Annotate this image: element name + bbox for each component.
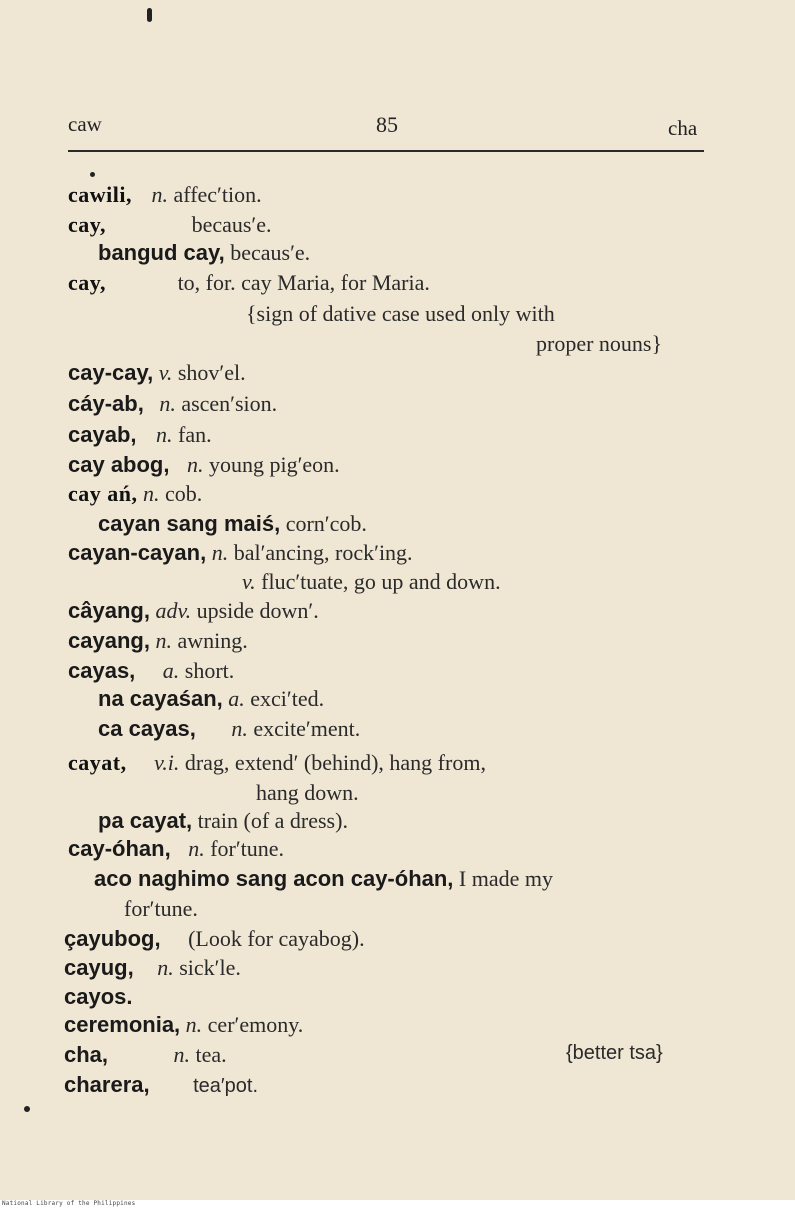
part-of-speech: n. (143, 481, 160, 506)
definition: tea′pot. (193, 1075, 259, 1097)
entry-cayan-cayan (68, 540, 413, 566)
definition: corn′cob. (285, 511, 367, 536)
headword: cayan sang maiś, (98, 511, 281, 536)
part-of-speech: n. (151, 182, 168, 207)
definition: short. (184, 658, 235, 683)
entry-cayat (68, 750, 486, 776)
headword: cay abog, (68, 452, 170, 477)
usage-note-better-tsa: {better tsa} (566, 1042, 663, 1064)
part-of-speech: n. (211, 540, 229, 565)
ink-dot (24, 1106, 30, 1112)
definition: becaus′e. (230, 240, 311, 265)
headword: charera, (64, 1072, 150, 1097)
entry-pa-cayat (98, 808, 348, 834)
part-of-speech: v.i. (154, 750, 180, 775)
headword: cayug, (64, 955, 134, 980)
headword: ca cayas, (98, 716, 196, 741)
entry-cay-ohan (68, 836, 284, 862)
entry-cayan-cayan-verb (242, 569, 501, 595)
definition: train (of a dress). (197, 808, 348, 833)
part-of-speech: adv. (155, 598, 192, 623)
part-of-speech: n. (231, 716, 248, 741)
headword: cay ań, (68, 481, 138, 506)
usage-note-line-1: {sign of dative case used only with (246, 301, 555, 326)
entry-cay-an (68, 481, 202, 507)
entry-cay-cay (68, 360, 246, 386)
entry-bangud-cay (98, 240, 310, 266)
part-of-speech: n. (157, 955, 174, 980)
part-of-speech: a. (162, 658, 180, 683)
entry-example-fortune-cont: for′tune. (124, 896, 198, 921)
headword: cayang, (68, 628, 150, 653)
headword: cayat, (68, 750, 127, 775)
entry-cayab (68, 422, 212, 448)
definition: upside down′. (196, 598, 319, 623)
usage-note-line-2: proper nouns} (536, 331, 663, 356)
example-phrase: aco naghimo sang acon cay-óhan, (94, 866, 454, 891)
part-of-speech: n. (186, 452, 204, 477)
entry-cay-to (68, 270, 430, 296)
definition: bal′ancing, rock′ing. (233, 540, 413, 565)
part-of-speech: n. (173, 1042, 191, 1067)
header-rule (68, 150, 704, 152)
definition: for′tune. (210, 836, 285, 861)
headword: cáy-ab, (68, 391, 144, 416)
entry-ceremonia (64, 1012, 303, 1038)
part-of-speech: n. (159, 391, 176, 416)
definition: tea. (195, 1042, 227, 1067)
definition: shov′el. (177, 360, 246, 385)
entry-ca-cayas (98, 716, 360, 742)
headword: cawili, (68, 182, 132, 207)
definition: excite′ment. (253, 716, 361, 741)
definition: ascen′sion. (181, 391, 278, 416)
definition: drag, extend′ (behind), hang from, (184, 750, 486, 775)
entry-cayan-sang-mais (98, 511, 367, 537)
headword: na cayaśan, (98, 686, 223, 711)
ink-mark (147, 8, 152, 22)
headword: cay, (68, 212, 107, 237)
entry-cay-because (68, 212, 272, 238)
ink-dot (90, 172, 95, 177)
entry-cayang-adv (68, 598, 319, 624)
headword: cayan-cayan, (68, 540, 207, 565)
part-of-speech: n. (155, 628, 172, 653)
definition: exci′ted. (250, 686, 325, 711)
entry-cay-ab (68, 391, 277, 417)
headword: cay-óhan, (68, 836, 171, 861)
part-of-speech: a. (228, 686, 245, 711)
headword: câyang, (68, 598, 150, 623)
entry-cawili (68, 182, 262, 208)
entry-cayos (64, 984, 133, 1010)
entry-cayas (68, 658, 234, 684)
page-number: 85 (376, 112, 398, 137)
entry-cayat-cont: hang down. (256, 780, 359, 805)
cross-reference: (Look for cayabog). (188, 926, 365, 951)
library-credit: National Library of the Philippines (2, 1200, 136, 1207)
part-of-speech: n. (185, 1012, 203, 1037)
definition: young pig′eon. (208, 452, 340, 477)
headword: bangud cay, (98, 240, 225, 265)
definition: affec′tion. (173, 182, 262, 207)
entry-example-fortune (94, 866, 553, 892)
entry-na-cayasan (98, 686, 324, 712)
definition: becaus′e. (191, 212, 272, 237)
example-translation: I made my (458, 866, 554, 891)
entry-cayubog (64, 926, 365, 952)
entry-cayug (64, 955, 241, 981)
headword: çayubog, (64, 926, 161, 951)
headword: cha, (64, 1042, 109, 1067)
part-of-speech: n. (188, 836, 205, 861)
definition: fluc′tuate, go up and down. (261, 569, 501, 594)
definition: sick′le. (179, 955, 241, 980)
entry-cay-abog (68, 452, 340, 478)
headword: cayab, (68, 422, 137, 447)
entry-cha (64, 1042, 227, 1068)
part-of-speech: v. (242, 569, 256, 594)
part-of-speech: v. (158, 360, 173, 385)
entry-cayang-noun (68, 628, 248, 654)
header-guide-word-left: caw (68, 112, 102, 136)
headword: ceremonia, (64, 1012, 181, 1037)
definition: cer′emony. (207, 1012, 304, 1037)
headword: cayas, (68, 658, 136, 683)
headword: pa cayat, (98, 808, 193, 833)
definition: awning. (177, 628, 248, 653)
definition: cob. (165, 481, 203, 506)
headword: cay, (68, 270, 107, 295)
header-guide-word-right: cha (668, 116, 698, 140)
definition: fan. (178, 422, 212, 447)
definition: to, for. cay Maria, for Maria. (177, 270, 430, 295)
entry-charera (64, 1072, 258, 1098)
headword: cayos. (64, 984, 133, 1009)
headword: cay-cay, (68, 360, 154, 385)
part-of-speech: n. (156, 422, 173, 447)
